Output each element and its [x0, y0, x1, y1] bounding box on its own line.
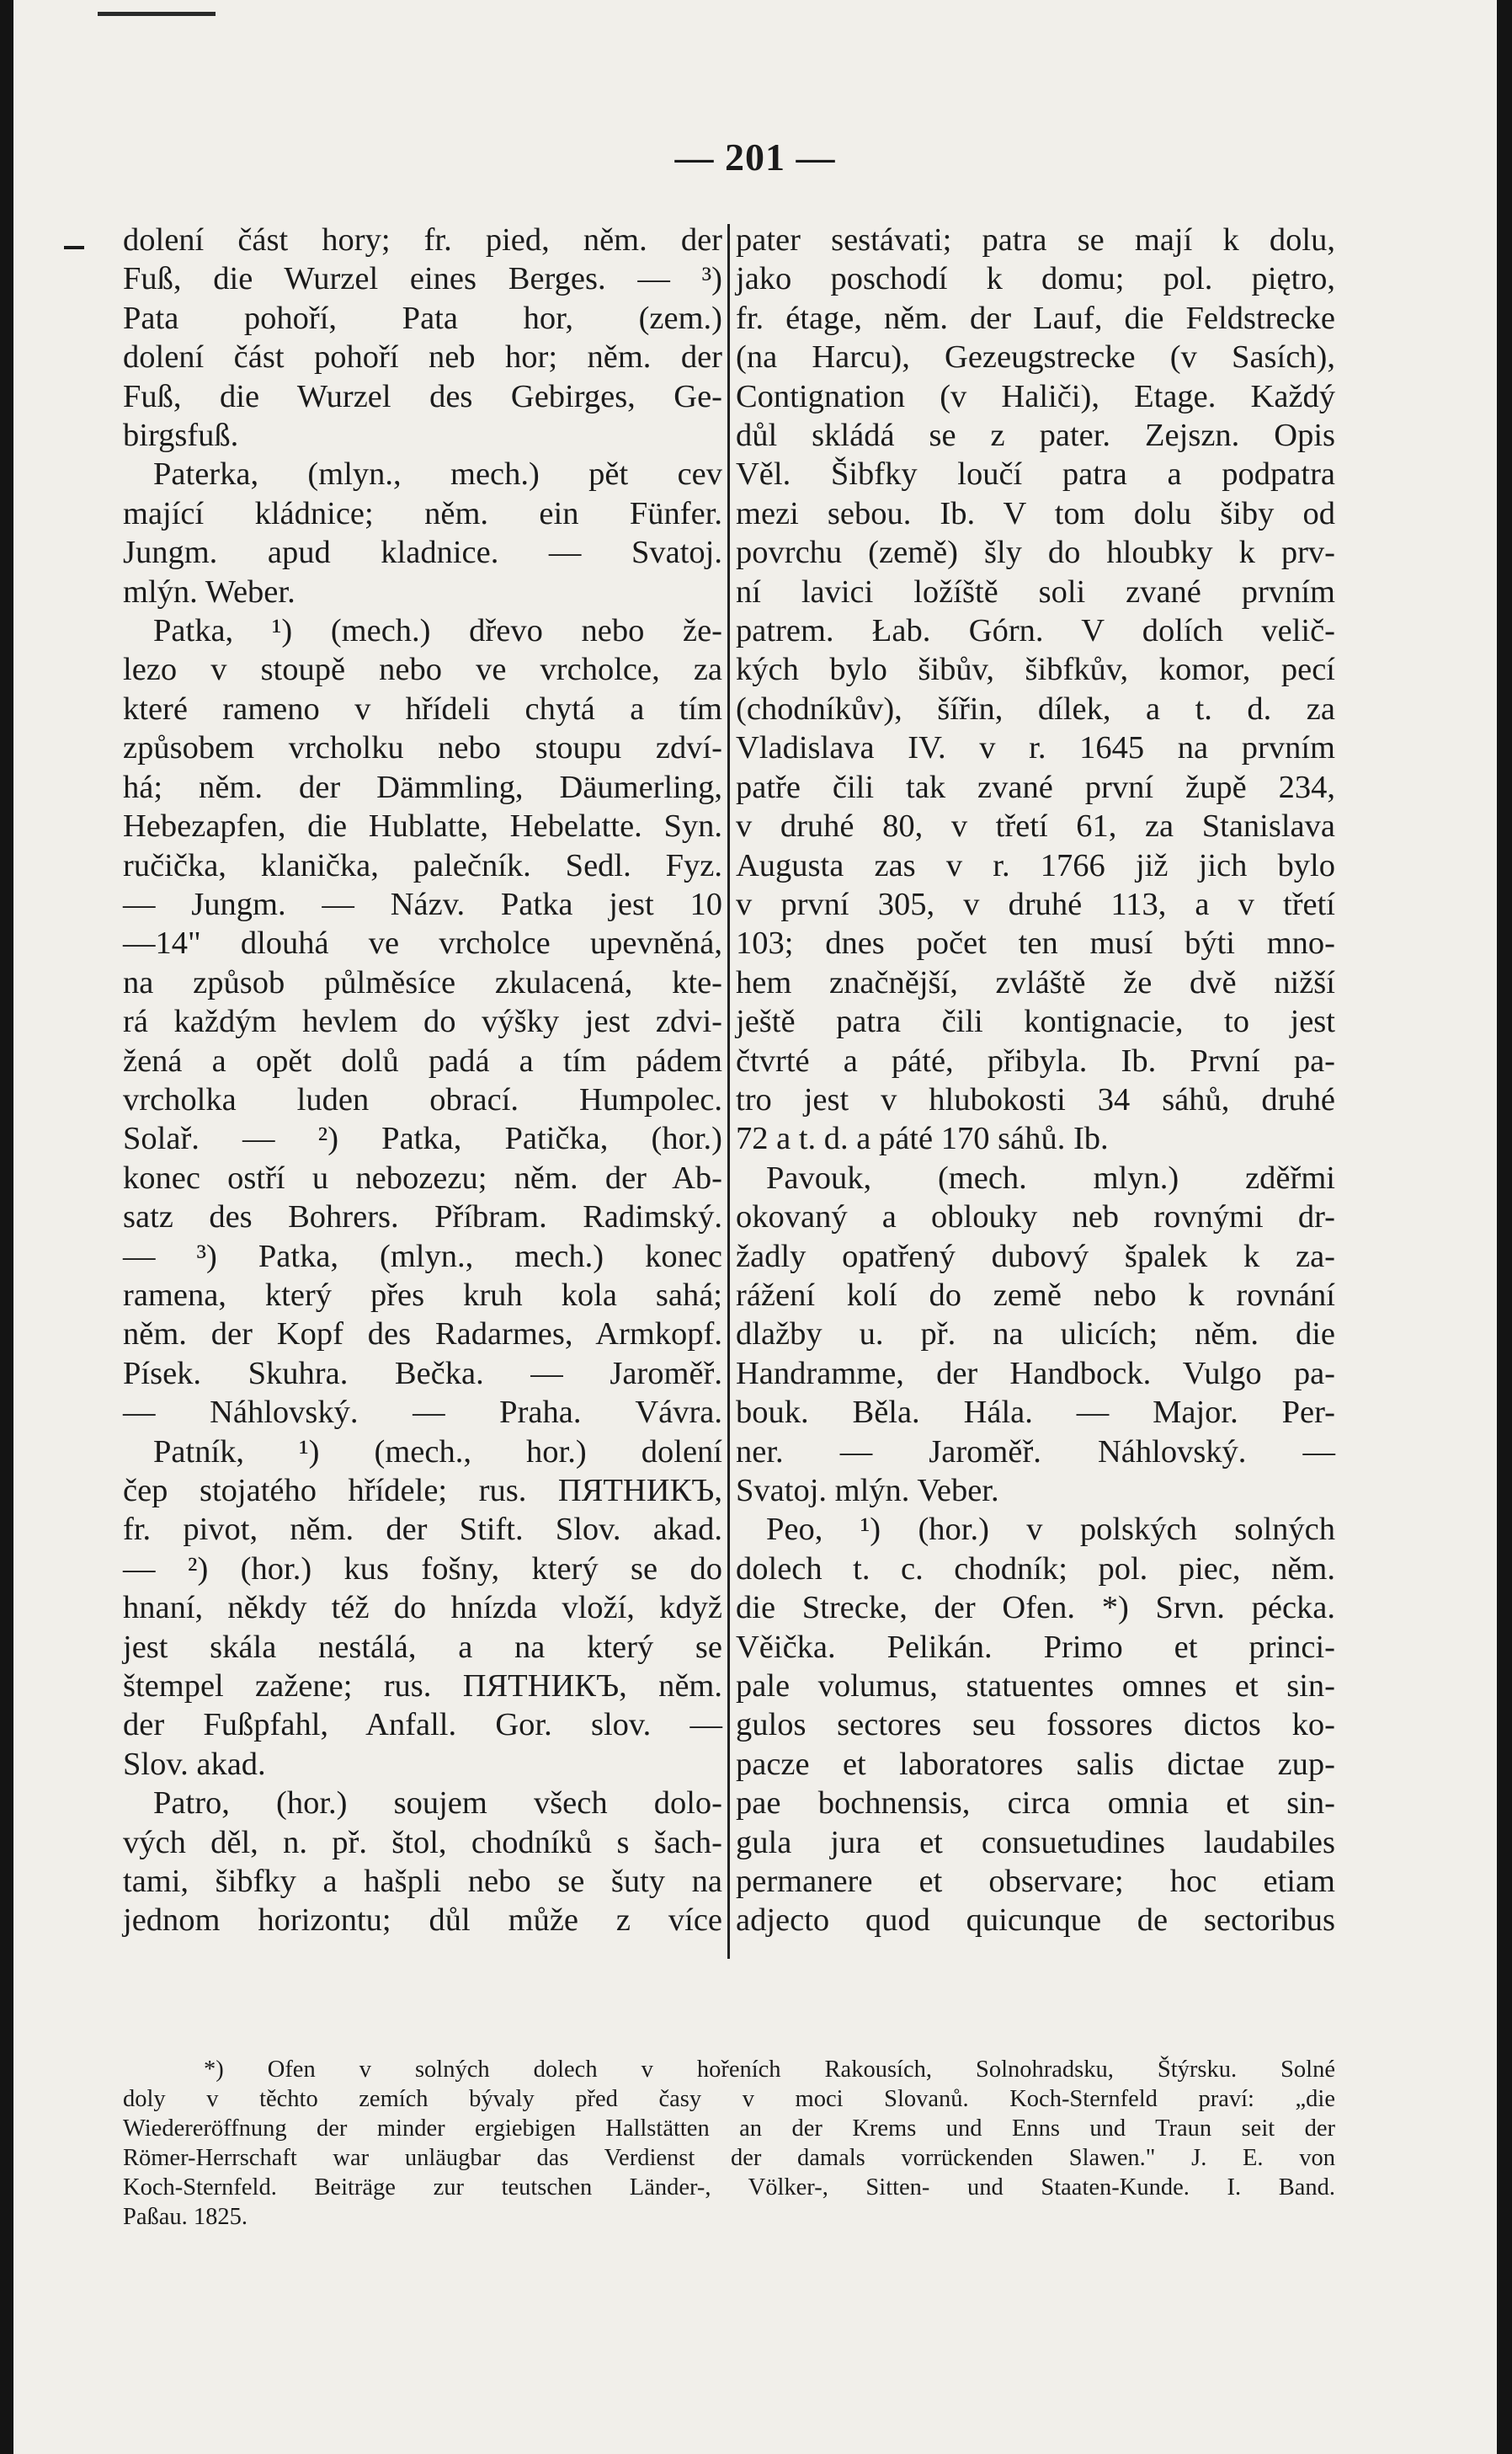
right-column-line: dolech t. c. chodník; pol. piec, něm. — [736, 1550, 1335, 1587]
left-column-line: hnaní, někdy též do hnízda vloží, když — [123, 1590, 722, 1626]
right-column-line: kých bylo šibův, šibfkův, komor, pecí — [736, 652, 1335, 688]
right-column-line: Handramme, der Handbock. Vulgo pa- — [736, 1355, 1335, 1391]
left-column-line: der Fußpfahl, Anfall. Gor. slov. — — [123, 1707, 722, 1743]
left-column-line: Patník, ¹) (mech., hor.) dolení — [153, 1433, 722, 1470]
left-column-line: čep stojatého hřídele; rus. ПЯТНИКЪ, — [123, 1473, 722, 1508]
right-column-line: bouk. Běla. Hála. — Major. Per- — [736, 1395, 1335, 1431]
right-column-line: Věička. Pelikán. Primo et princi- — [736, 1629, 1335, 1665]
left-column-line: satz des Bohrers. Příbram. Radimský. — [123, 1199, 722, 1235]
left-column-line: dolení část hory; fr. pied, něm. der — [123, 222, 722, 258]
right-column-line: pae bochnensis, circa omnia et sin- — [736, 1785, 1335, 1822]
right-column — [736, 221, 1335, 1940]
right-column-line: gulos sectores seu fossores dictos ko- — [736, 1707, 1335, 1743]
right-column-line: (chodníkův), šířin, dílek, a t. d. za — [736, 691, 1335, 727]
left-column-line: fr. pivot, něm. der Stift. Slov. akad. — [123, 1512, 722, 1548]
left-column-line: lezo v stoupě nebo ve vrcholce, za — [123, 652, 722, 688]
right-column-line: ner. — Jaroměř. Náhlovský. — — [736, 1433, 1335, 1470]
left-column-line: há; něm. der Dämmling, Däumerling, — [123, 769, 722, 805]
right-column-line: gula jura et consuetudines laudabiles — [736, 1824, 1335, 1860]
left-column-line: způsobem vrcholku nebo stoupu zdví- — [123, 730, 722, 766]
left-column-line: Jungm. apud kladnice. — Svatoj. — [123, 535, 722, 571]
left-column-line: které rameno v hřídeli chytá a tím — [123, 691, 722, 727]
right-column-line: mezi sebou. Ib. V tom dolu šiby od — [736, 495, 1335, 531]
left-column-line: — Jungm. — Názv. Patka jest 10 — [123, 886, 722, 922]
right-column-line: patrem. Łab. Górn. V dolích velič- — [736, 613, 1335, 649]
right-column-line: patře čili tak zvané první župě 234, — [736, 769, 1335, 805]
left-column-line: Patka, ¹) (mech.) dřevo nebo že- — [153, 613, 722, 649]
right-column-line: fr. étage, něm. der Lauf, die Feldstrecke — [736, 300, 1335, 336]
left-column-line: Fuß, die Wurzel des Gebirges, Ge- — [123, 378, 722, 414]
right-column-line: 103; dnes počet ten musí býti mno- — [736, 926, 1335, 962]
left-column-line: Hebezapfen, die Hublatte, Hebelatte. Syn. — [123, 808, 722, 845]
right-column-line: tro jest v hlubokosti 34 sáhů, druhé — [736, 1081, 1335, 1118]
right-column-line: Augusta zas v r. 1766 již jich bylo — [736, 847, 1335, 883]
left-column-line: Pata pohoří, Pata hor, (zem.) — [123, 300, 722, 336]
left-column-line: konec ostří u nebozezu; něm. der Ab- — [123, 1160, 722, 1196]
footnote — [123, 2055, 1335, 2232]
page-number: — 201 — — [674, 136, 836, 179]
left-column-line: rá každým hevlem do výšky jest zdvi- — [123, 1004, 722, 1040]
left-column-line: — ²) (hor.) kus fošny, který se do — [123, 1550, 722, 1587]
footnote-line: doly v těchto zemích bývaly před časy v moci Slovanů. Koch-Sternfeld praví: „die — [123, 2086, 1335, 2112]
left-column-line: Solař. — ²) Patka, Patička, (hor.) — [123, 1121, 722, 1157]
right-column-line: adjecto quod quicunque de sectoribus — [736, 1902, 1335, 1939]
right-column-line: žadly opatřený dubový špalek k za- — [736, 1238, 1335, 1274]
right-column-line: povrchu (země) šly do hloubky k prv- — [736, 535, 1335, 571]
margin-dash — [64, 246, 84, 249]
right-column-line: rážení kolí do země nebo k rovnání — [736, 1277, 1335, 1313]
right-column-line: důl skládá se z pater. Zejszn. Opis — [736, 418, 1335, 454]
left-column-line: Patro, (hor.) soujem všech dolo- — [153, 1785, 722, 1822]
left-column-line: na způsob půlměsíce zkulacená, kte- — [123, 964, 722, 1000]
footnote-line: Wiedereröffnung der minder ergiebigen Hallstätten an der Krems und Enns und Traun seit der — [123, 2115, 1335, 2142]
book-page — [13, 0, 1497, 2454]
right-column-line: Svatoj. mlýn. Veber. — [736, 1473, 999, 1508]
right-column-line: ještě patra čili kontignacie, to jest — [736, 1004, 1335, 1040]
left-column-line: Paterka, (mlyn., mech.) pět cev — [153, 456, 722, 493]
right-column-line: Pavouk, (mech. mlyn.) zděřmi — [766, 1160, 1335, 1196]
right-column-line: čtvrté a páté, přibyla. Ib. První pa- — [736, 1043, 1335, 1079]
right-column-line: Věl. Šibfky loučí patra a podpatra — [736, 456, 1335, 493]
left-column-line: Písek. Skuhra. Bečka. — Jaroměř. — [123, 1355, 722, 1391]
left-column-line: žená a opět dolů padá a tím pádem — [123, 1043, 722, 1079]
left-column-line: vých děl, n. př. štol, chodníků s šach- — [123, 1824, 722, 1860]
right-column-line: permanere et observare; hoc etiam — [736, 1864, 1335, 1900]
right-column-line: pacze et laboratores salis dictae zup- — [736, 1746, 1335, 1782]
right-column-line: Vladislava IV. v r. 1645 na prvním — [736, 730, 1335, 766]
left-column-line: mlýn. Weber. — [123, 573, 295, 610]
left-column-line: birgsfuß. — [123, 418, 239, 454]
left-column-line: štempel zažene; rus. ПЯТНИКЪ, něm. — [123, 1668, 722, 1704]
left-column-line: mající kládnice; něm. ein Fünfer. — [123, 495, 722, 531]
left-column-line: jest skála nestálá, a na který se — [123, 1629, 722, 1665]
right-column-line: Peo, ¹) (hor.) v polských solných — [766, 1512, 1335, 1548]
left-column-line: ramena, který přes kruh kola sahá; — [123, 1277, 722, 1313]
right-column-line: okovaný a oblouky neb rovnými dr- — [736, 1199, 1335, 1235]
left-column-line: tami, šibfky a hašpli nebo se šuty na — [123, 1864, 722, 1900]
left-column-line: vrcholka luden obrací. Humpolec. — [123, 1081, 722, 1118]
right-column-line: Contignation (v Haliči), Etage. Každý — [736, 378, 1335, 414]
scan-edge-mark — [98, 12, 216, 16]
footnote-line: *) Ofen v solných dolech v hořeních Rakousích, Solnohradsku, Štýrsku. Solné — [204, 2057, 1335, 2083]
right-column-line: pater sestávati; patra se mají k dolu, — [736, 222, 1335, 258]
right-column-line: v první 305, v druhé 113, a v třetí — [736, 886, 1335, 922]
left-column-line: jednom horizontu; důl může z více — [123, 1902, 722, 1939]
footnote-line: Koch-Sternfeld. Beiträge zur teutschen Länder-, Völker-, Sitten- und Staaten-Kunde. I. Band. — [123, 2174, 1335, 2201]
left-column-line: něm. der Kopf des Radarmes, Armkopf. — [123, 1316, 722, 1352]
left-column — [123, 221, 722, 1940]
right-column-line: v druhé 80, v třetí 61, za Stanislava — [736, 808, 1335, 845]
right-column-line: (na Harcu), Gezeugstrecke (v Sasích), — [736, 339, 1335, 376]
footnote-line: Römer-Herrschaft war unläugbar das Verdienst der damals vorrückenden Slawen." J. E. von — [123, 2145, 1335, 2171]
left-column-line: dolení část pohoří neb hor; něm. der — [123, 339, 722, 376]
right-column-line: 72 a t. d. a páté 170 sáhů. Ib. — [736, 1121, 1109, 1157]
right-column-line: dlažby u. př. na ulicích; něm. die — [736, 1316, 1335, 1352]
left-column-line: — ³) Patka, (mlyn., mech.) konec — [123, 1238, 722, 1274]
right-column-line: die Strecke, der Ofen. *) Srvn. pécka. — [736, 1590, 1335, 1626]
left-column-line: —14" dlouhá ve vrcholce upevněná, — [123, 926, 722, 962]
right-column-line: jako poschodí k domu; pol. piętro, — [736, 261, 1335, 297]
left-column-line: Fuß, die Wurzel eines Berges. — ³) — [123, 261, 722, 297]
left-column-line: Slov. akad. — [123, 1746, 266, 1782]
left-column-line: ručička, klanička, palečník. Sedl. Fyz. — [123, 847, 722, 883]
column-divider — [727, 224, 730, 1959]
right-column-line: pale volumus, statuentes omnes et sin- — [736, 1668, 1335, 1704]
footnote-line: Paßau. 1825. — [123, 2204, 248, 2230]
left-column-line: — Náhlovský. — Praha. Vávra. — [123, 1395, 722, 1431]
right-column-line: ní lavici ložíště soli zvané prvním — [736, 573, 1335, 610]
right-column-line: hem značnější, zvláště že dvě nižší — [736, 964, 1335, 1000]
